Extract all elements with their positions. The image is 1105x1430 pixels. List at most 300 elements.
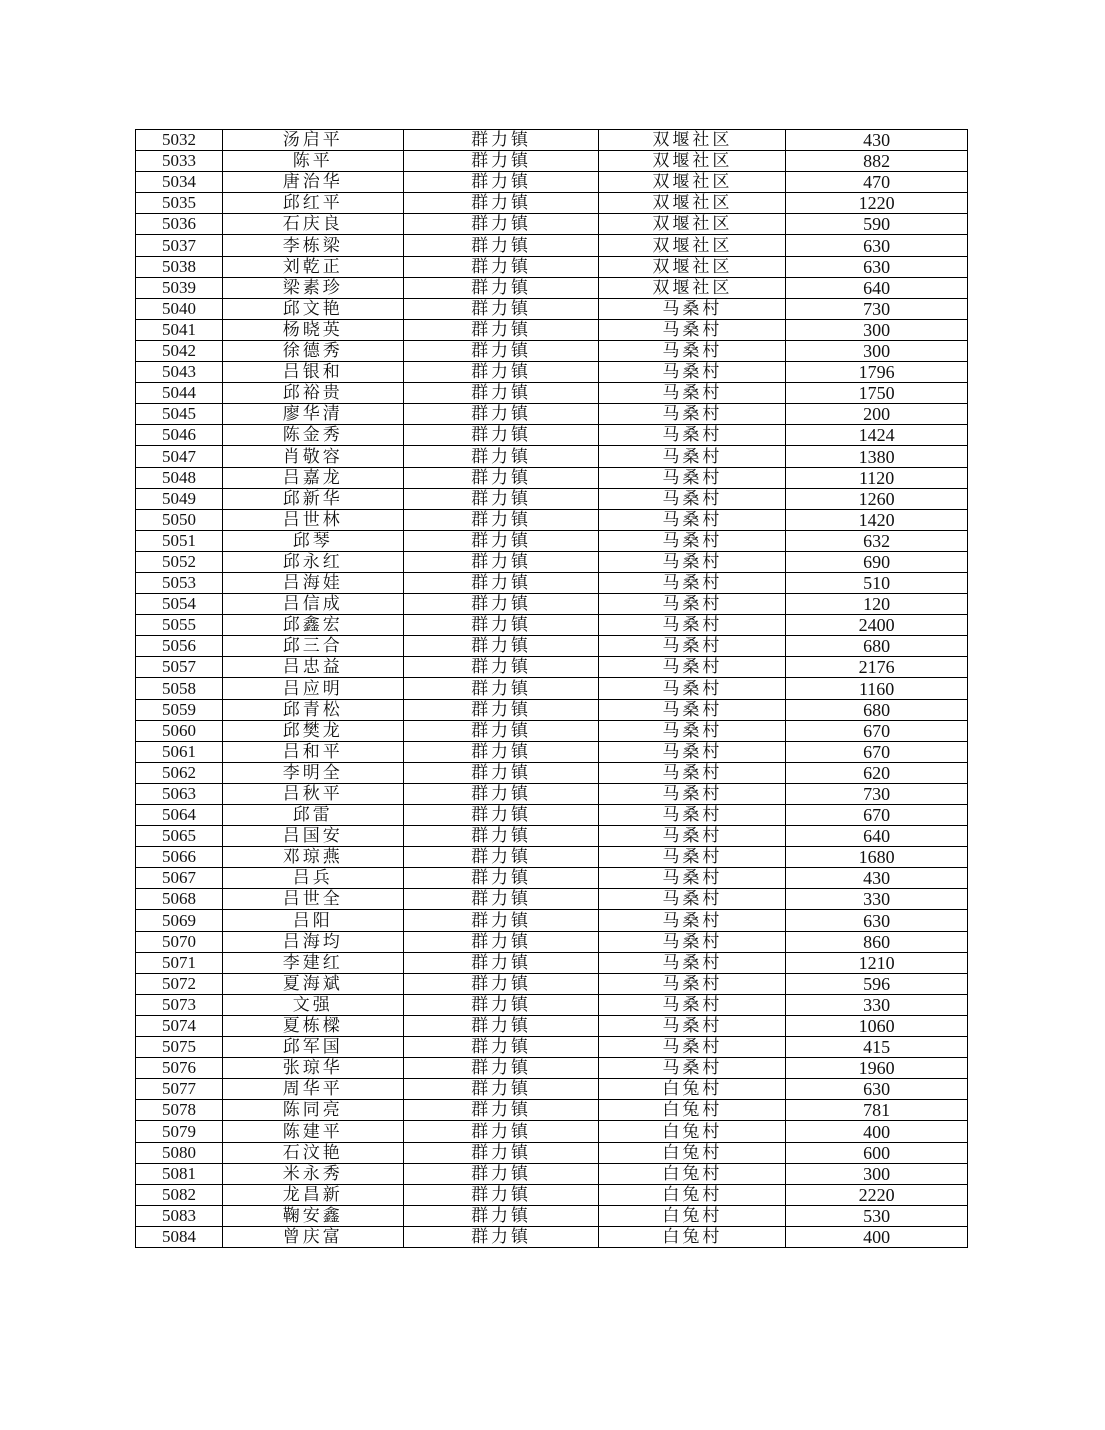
amount-cell: 1750 bbox=[786, 383, 968, 404]
row-number-cell: 5036 bbox=[136, 214, 223, 235]
name-cell: 肖敬容 bbox=[222, 446, 403, 467]
town-cell: 群力镇 bbox=[403, 193, 599, 214]
row-number-cell: 5032 bbox=[136, 130, 223, 151]
village-cell: 白兔村 bbox=[599, 1079, 786, 1100]
town-cell: 群力镇 bbox=[403, 425, 599, 446]
amount-cell: 670 bbox=[786, 741, 968, 762]
village-cell: 马桑村 bbox=[599, 657, 786, 678]
amount-cell: 670 bbox=[786, 805, 968, 826]
row-number-cell: 5052 bbox=[136, 551, 223, 572]
name-cell: 曾庆富 bbox=[222, 1226, 403, 1247]
table-row bbox=[136, 509, 968, 530]
row-number-cell: 5066 bbox=[136, 847, 223, 868]
name-cell: 邱新华 bbox=[222, 488, 403, 509]
row-number-cell: 5041 bbox=[136, 319, 223, 340]
row-number-cell: 5057 bbox=[136, 657, 223, 678]
table-row bbox=[136, 1163, 968, 1184]
name-cell: 陈建平 bbox=[222, 1121, 403, 1142]
name-cell: 邱琴 bbox=[222, 530, 403, 551]
name-cell: 周华平 bbox=[222, 1079, 403, 1100]
row-number-cell: 5075 bbox=[136, 1037, 223, 1058]
table-row bbox=[136, 1058, 968, 1079]
town-cell: 群力镇 bbox=[403, 931, 599, 952]
town-cell: 群力镇 bbox=[403, 636, 599, 657]
row-number-cell: 5059 bbox=[136, 699, 223, 720]
table-row bbox=[136, 488, 968, 509]
village-cell: 马桑村 bbox=[599, 383, 786, 404]
village-cell: 马桑村 bbox=[599, 847, 786, 868]
name-cell: 李建红 bbox=[222, 952, 403, 973]
town-cell: 群力镇 bbox=[403, 847, 599, 868]
village-cell: 马桑村 bbox=[599, 615, 786, 636]
village-cell: 马桑村 bbox=[599, 509, 786, 530]
name-cell: 吕世林 bbox=[222, 509, 403, 530]
row-number-cell: 5082 bbox=[136, 1184, 223, 1205]
amount-cell: 1796 bbox=[786, 362, 968, 383]
village-cell: 马桑村 bbox=[599, 910, 786, 931]
amount-cell: 730 bbox=[786, 783, 968, 804]
amount-cell: 400 bbox=[786, 1226, 968, 1247]
table-row bbox=[136, 1142, 968, 1163]
name-cell: 廖华清 bbox=[222, 404, 403, 425]
village-cell: 马桑村 bbox=[599, 678, 786, 699]
table-row bbox=[136, 467, 968, 488]
name-cell: 吕海娃 bbox=[222, 572, 403, 593]
row-number-cell: 5068 bbox=[136, 889, 223, 910]
village-cell: 白兔村 bbox=[599, 1184, 786, 1205]
amount-cell: 1960 bbox=[786, 1058, 968, 1079]
table-row bbox=[136, 783, 968, 804]
village-cell: 马桑村 bbox=[599, 362, 786, 383]
town-cell: 群力镇 bbox=[403, 340, 599, 361]
village-cell: 马桑村 bbox=[599, 741, 786, 762]
table-row bbox=[136, 298, 968, 319]
row-number-cell: 5060 bbox=[136, 720, 223, 741]
village-cell: 马桑村 bbox=[599, 488, 786, 509]
row-number-cell: 5063 bbox=[136, 783, 223, 804]
amount-cell: 530 bbox=[786, 1205, 968, 1226]
town-cell: 群力镇 bbox=[403, 699, 599, 720]
name-cell: 吕海均 bbox=[222, 931, 403, 952]
town-cell: 群力镇 bbox=[403, 383, 599, 404]
table-row bbox=[136, 1226, 968, 1247]
village-cell: 双堰社区 bbox=[599, 214, 786, 235]
village-cell: 马桑村 bbox=[599, 340, 786, 361]
village-cell: 白兔村 bbox=[599, 1100, 786, 1121]
amount-cell: 781 bbox=[786, 1100, 968, 1121]
village-cell: 马桑村 bbox=[599, 826, 786, 847]
table-row bbox=[136, 973, 968, 994]
village-cell: 马桑村 bbox=[599, 868, 786, 889]
table-row bbox=[136, 530, 968, 551]
row-number-cell: 5064 bbox=[136, 805, 223, 826]
name-cell: 吕和平 bbox=[222, 741, 403, 762]
town-cell: 群力镇 bbox=[403, 488, 599, 509]
table-row bbox=[136, 952, 968, 973]
row-number-cell: 5034 bbox=[136, 172, 223, 193]
village-cell: 马桑村 bbox=[599, 699, 786, 720]
name-cell: 石汶艳 bbox=[222, 1142, 403, 1163]
village-cell: 马桑村 bbox=[599, 1058, 786, 1079]
town-cell: 群力镇 bbox=[403, 889, 599, 910]
village-cell: 白兔村 bbox=[599, 1226, 786, 1247]
village-cell: 马桑村 bbox=[599, 530, 786, 551]
table-row bbox=[136, 214, 968, 235]
village-cell: 双堰社区 bbox=[599, 130, 786, 151]
name-cell: 徐德秀 bbox=[222, 340, 403, 361]
name-cell: 吕世全 bbox=[222, 889, 403, 910]
table-row bbox=[136, 1079, 968, 1100]
village-cell: 马桑村 bbox=[599, 319, 786, 340]
town-cell: 群力镇 bbox=[403, 1100, 599, 1121]
amount-cell: 1210 bbox=[786, 952, 968, 973]
village-cell: 白兔村 bbox=[599, 1121, 786, 1142]
table-row bbox=[136, 277, 968, 298]
table-row bbox=[136, 425, 968, 446]
village-cell: 双堰社区 bbox=[599, 172, 786, 193]
name-cell: 邱青松 bbox=[222, 699, 403, 720]
row-number-cell: 5048 bbox=[136, 467, 223, 488]
row-number-cell: 5071 bbox=[136, 952, 223, 973]
amount-cell: 470 bbox=[786, 172, 968, 193]
village-cell: 马桑村 bbox=[599, 973, 786, 994]
table-row bbox=[136, 1100, 968, 1121]
village-cell: 马桑村 bbox=[599, 572, 786, 593]
table-row bbox=[136, 910, 968, 931]
table-row bbox=[136, 699, 968, 720]
town-cell: 群力镇 bbox=[403, 1226, 599, 1247]
village-cell: 马桑村 bbox=[599, 931, 786, 952]
row-number-cell: 5051 bbox=[136, 530, 223, 551]
town-cell: 群力镇 bbox=[403, 910, 599, 931]
table-row bbox=[136, 1205, 968, 1226]
name-cell: 李明全 bbox=[222, 762, 403, 783]
amount-cell: 630 bbox=[786, 1079, 968, 1100]
name-cell: 唐治华 bbox=[222, 172, 403, 193]
town-cell: 群力镇 bbox=[403, 952, 599, 973]
amount-cell: 415 bbox=[786, 1037, 968, 1058]
amount-cell: 2176 bbox=[786, 657, 968, 678]
village-cell: 马桑村 bbox=[599, 720, 786, 741]
village-cell: 双堰社区 bbox=[599, 193, 786, 214]
amount-cell: 1424 bbox=[786, 425, 968, 446]
row-number-cell: 5049 bbox=[136, 488, 223, 509]
name-cell: 石庆良 bbox=[222, 214, 403, 235]
name-cell: 张琼华 bbox=[222, 1058, 403, 1079]
amount-cell: 2220 bbox=[786, 1184, 968, 1205]
town-cell: 群力镇 bbox=[403, 277, 599, 298]
amount-cell: 1220 bbox=[786, 193, 968, 214]
table-row bbox=[136, 636, 968, 657]
name-cell: 吕信成 bbox=[222, 594, 403, 615]
amount-cell: 1120 bbox=[786, 467, 968, 488]
row-number-cell: 5039 bbox=[136, 277, 223, 298]
town-cell: 群力镇 bbox=[403, 446, 599, 467]
town-cell: 群力镇 bbox=[403, 1015, 599, 1036]
amount-cell: 640 bbox=[786, 277, 968, 298]
table-row bbox=[136, 151, 968, 172]
name-cell: 邱雷 bbox=[222, 805, 403, 826]
village-cell: 双堰社区 bbox=[599, 235, 786, 256]
amount-cell: 630 bbox=[786, 910, 968, 931]
amount-cell: 882 bbox=[786, 151, 968, 172]
village-cell: 马桑村 bbox=[599, 952, 786, 973]
table-row bbox=[136, 172, 968, 193]
village-cell: 马桑村 bbox=[599, 594, 786, 615]
town-cell: 群力镇 bbox=[403, 594, 599, 615]
name-cell: 吕国安 bbox=[222, 826, 403, 847]
name-cell: 邱裕贵 bbox=[222, 383, 403, 404]
village-cell: 马桑村 bbox=[599, 404, 786, 425]
town-cell: 群力镇 bbox=[403, 1163, 599, 1184]
town-cell: 群力镇 bbox=[403, 762, 599, 783]
amount-cell: 690 bbox=[786, 551, 968, 572]
name-cell: 汤启平 bbox=[222, 130, 403, 151]
amount-cell: 640 bbox=[786, 826, 968, 847]
town-cell: 群力镇 bbox=[403, 151, 599, 172]
row-number-cell: 5053 bbox=[136, 572, 223, 593]
village-cell: 马桑村 bbox=[599, 783, 786, 804]
table-row bbox=[136, 362, 968, 383]
amount-cell: 1260 bbox=[786, 488, 968, 509]
row-number-cell: 5038 bbox=[136, 256, 223, 277]
table-row bbox=[136, 1037, 968, 1058]
table-row bbox=[136, 741, 968, 762]
row-number-cell: 5043 bbox=[136, 362, 223, 383]
table-row bbox=[136, 847, 968, 868]
village-cell: 双堰社区 bbox=[599, 277, 786, 298]
table-row bbox=[136, 594, 968, 615]
row-number-cell: 5058 bbox=[136, 678, 223, 699]
amount-cell: 430 bbox=[786, 130, 968, 151]
amount-cell: 596 bbox=[786, 973, 968, 994]
table-row bbox=[136, 551, 968, 572]
name-cell: 龙昌新 bbox=[222, 1184, 403, 1205]
amount-cell: 300 bbox=[786, 319, 968, 340]
name-cell: 陈金秀 bbox=[222, 425, 403, 446]
amount-cell: 120 bbox=[786, 594, 968, 615]
row-number-cell: 5070 bbox=[136, 931, 223, 952]
name-cell: 米永秀 bbox=[222, 1163, 403, 1184]
table-row bbox=[136, 1015, 968, 1036]
town-cell: 群力镇 bbox=[403, 868, 599, 889]
row-number-cell: 5042 bbox=[136, 340, 223, 361]
town-cell: 群力镇 bbox=[403, 783, 599, 804]
name-cell: 陈同亮 bbox=[222, 1100, 403, 1121]
amount-cell: 1420 bbox=[786, 509, 968, 530]
row-number-cell: 5081 bbox=[136, 1163, 223, 1184]
name-cell: 邱鑫宏 bbox=[222, 615, 403, 636]
row-number-cell: 5080 bbox=[136, 1142, 223, 1163]
town-cell: 群力镇 bbox=[403, 319, 599, 340]
amount-cell: 630 bbox=[786, 256, 968, 277]
table-row bbox=[136, 193, 968, 214]
table-row bbox=[136, 994, 968, 1015]
table-row bbox=[136, 615, 968, 636]
village-cell: 双堰社区 bbox=[599, 256, 786, 277]
name-cell: 邱红平 bbox=[222, 193, 403, 214]
row-number-cell: 5047 bbox=[136, 446, 223, 467]
name-cell: 邱永红 bbox=[222, 551, 403, 572]
table-row bbox=[136, 805, 968, 826]
amount-cell: 330 bbox=[786, 889, 968, 910]
name-cell: 夏栋樑 bbox=[222, 1015, 403, 1036]
amount-cell: 600 bbox=[786, 1142, 968, 1163]
amount-cell: 620 bbox=[786, 762, 968, 783]
row-number-cell: 5046 bbox=[136, 425, 223, 446]
village-cell: 白兔村 bbox=[599, 1142, 786, 1163]
town-cell: 群力镇 bbox=[403, 298, 599, 319]
table-row bbox=[136, 1121, 968, 1142]
amount-cell: 630 bbox=[786, 235, 968, 256]
town-cell: 群力镇 bbox=[403, 805, 599, 826]
town-cell: 群力镇 bbox=[403, 1205, 599, 1226]
village-cell: 马桑村 bbox=[599, 446, 786, 467]
row-number-cell: 5033 bbox=[136, 151, 223, 172]
name-cell: 邱文艳 bbox=[222, 298, 403, 319]
village-cell: 双堰社区 bbox=[599, 151, 786, 172]
table-row bbox=[136, 868, 968, 889]
table-row bbox=[136, 319, 968, 340]
name-cell: 邱三合 bbox=[222, 636, 403, 657]
row-number-cell: 5035 bbox=[136, 193, 223, 214]
row-number-cell: 5077 bbox=[136, 1079, 223, 1100]
table-body bbox=[136, 130, 968, 1248]
amount-cell: 1160 bbox=[786, 678, 968, 699]
row-number-cell: 5076 bbox=[136, 1058, 223, 1079]
town-cell: 群力镇 bbox=[403, 1142, 599, 1163]
town-cell: 群力镇 bbox=[403, 1079, 599, 1100]
name-cell: 梁素珍 bbox=[222, 277, 403, 298]
row-number-cell: 5065 bbox=[136, 826, 223, 847]
table-row bbox=[136, 826, 968, 847]
town-cell: 群力镇 bbox=[403, 172, 599, 193]
amount-cell: 730 bbox=[786, 298, 968, 319]
town-cell: 群力镇 bbox=[403, 994, 599, 1015]
name-cell: 邱军国 bbox=[222, 1037, 403, 1058]
row-number-cell: 5040 bbox=[136, 298, 223, 319]
name-cell: 吕应明 bbox=[222, 678, 403, 699]
town-cell: 群力镇 bbox=[403, 551, 599, 572]
town-cell: 群力镇 bbox=[403, 657, 599, 678]
table-row bbox=[136, 931, 968, 952]
town-cell: 群力镇 bbox=[403, 973, 599, 994]
town-cell: 群力镇 bbox=[403, 572, 599, 593]
village-cell: 白兔村 bbox=[599, 1163, 786, 1184]
data-table bbox=[135, 129, 968, 1248]
table-row bbox=[136, 889, 968, 910]
name-cell: 文强 bbox=[222, 994, 403, 1015]
amount-cell: 670 bbox=[786, 720, 968, 741]
table-row bbox=[136, 340, 968, 361]
name-cell: 刘乾正 bbox=[222, 256, 403, 277]
row-number-cell: 5067 bbox=[136, 868, 223, 889]
village-cell: 马桑村 bbox=[599, 467, 786, 488]
row-number-cell: 5083 bbox=[136, 1205, 223, 1226]
table-row bbox=[136, 130, 968, 151]
row-number-cell: 5062 bbox=[136, 762, 223, 783]
town-cell: 群力镇 bbox=[403, 509, 599, 530]
amount-cell: 2400 bbox=[786, 615, 968, 636]
village-cell: 马桑村 bbox=[599, 762, 786, 783]
name-cell: 吕忠益 bbox=[222, 657, 403, 678]
amount-cell: 1060 bbox=[786, 1015, 968, 1036]
name-cell: 吕阳 bbox=[222, 910, 403, 931]
amount-cell: 680 bbox=[786, 636, 968, 657]
name-cell: 鞠安鑫 bbox=[222, 1205, 403, 1226]
town-cell: 群力镇 bbox=[403, 214, 599, 235]
amount-cell: 1380 bbox=[786, 446, 968, 467]
row-number-cell: 5050 bbox=[136, 509, 223, 530]
name-cell: 杨晓英 bbox=[222, 319, 403, 340]
village-cell: 马桑村 bbox=[599, 1037, 786, 1058]
amount-cell: 300 bbox=[786, 340, 968, 361]
table-row bbox=[136, 404, 968, 425]
row-number-cell: 5061 bbox=[136, 741, 223, 762]
amount-cell: 1680 bbox=[786, 847, 968, 868]
village-cell: 马桑村 bbox=[599, 1015, 786, 1036]
table-row bbox=[136, 383, 968, 404]
name-cell: 夏海斌 bbox=[222, 973, 403, 994]
amount-cell: 330 bbox=[786, 994, 968, 1015]
village-cell: 马桑村 bbox=[599, 889, 786, 910]
village-cell: 白兔村 bbox=[599, 1205, 786, 1226]
town-cell: 群力镇 bbox=[403, 678, 599, 699]
amount-cell: 860 bbox=[786, 931, 968, 952]
row-number-cell: 5078 bbox=[136, 1100, 223, 1121]
row-number-cell: 5074 bbox=[136, 1015, 223, 1036]
table-row bbox=[136, 572, 968, 593]
table-row bbox=[136, 762, 968, 783]
row-number-cell: 5045 bbox=[136, 404, 223, 425]
amount-cell: 632 bbox=[786, 530, 968, 551]
row-number-cell: 5073 bbox=[136, 994, 223, 1015]
town-cell: 群力镇 bbox=[403, 467, 599, 488]
village-cell: 马桑村 bbox=[599, 298, 786, 319]
town-cell: 群力镇 bbox=[403, 404, 599, 425]
town-cell: 群力镇 bbox=[403, 530, 599, 551]
town-cell: 群力镇 bbox=[403, 720, 599, 741]
name-cell: 李栋梁 bbox=[222, 235, 403, 256]
amount-cell: 430 bbox=[786, 868, 968, 889]
town-cell: 群力镇 bbox=[403, 235, 599, 256]
row-number-cell: 5072 bbox=[136, 973, 223, 994]
amount-cell: 680 bbox=[786, 699, 968, 720]
name-cell: 邓琼燕 bbox=[222, 847, 403, 868]
town-cell: 群力镇 bbox=[403, 1184, 599, 1205]
amount-cell: 300 bbox=[786, 1163, 968, 1184]
name-cell: 邱樊龙 bbox=[222, 720, 403, 741]
name-cell: 吕嘉龙 bbox=[222, 467, 403, 488]
village-cell: 马桑村 bbox=[599, 551, 786, 572]
town-cell: 群力镇 bbox=[403, 826, 599, 847]
town-cell: 群力镇 bbox=[403, 1121, 599, 1142]
row-number-cell: 5044 bbox=[136, 383, 223, 404]
name-cell: 吕兵 bbox=[222, 868, 403, 889]
amount-cell: 510 bbox=[786, 572, 968, 593]
name-cell: 吕银和 bbox=[222, 362, 403, 383]
town-cell: 群力镇 bbox=[403, 615, 599, 636]
row-number-cell: 5069 bbox=[136, 910, 223, 931]
row-number-cell: 5055 bbox=[136, 615, 223, 636]
table-row bbox=[136, 678, 968, 699]
table-row bbox=[136, 235, 968, 256]
town-cell: 群力镇 bbox=[403, 362, 599, 383]
table-row bbox=[136, 256, 968, 277]
table-row bbox=[136, 446, 968, 467]
village-cell: 马桑村 bbox=[599, 636, 786, 657]
row-number-cell: 5084 bbox=[136, 1226, 223, 1247]
